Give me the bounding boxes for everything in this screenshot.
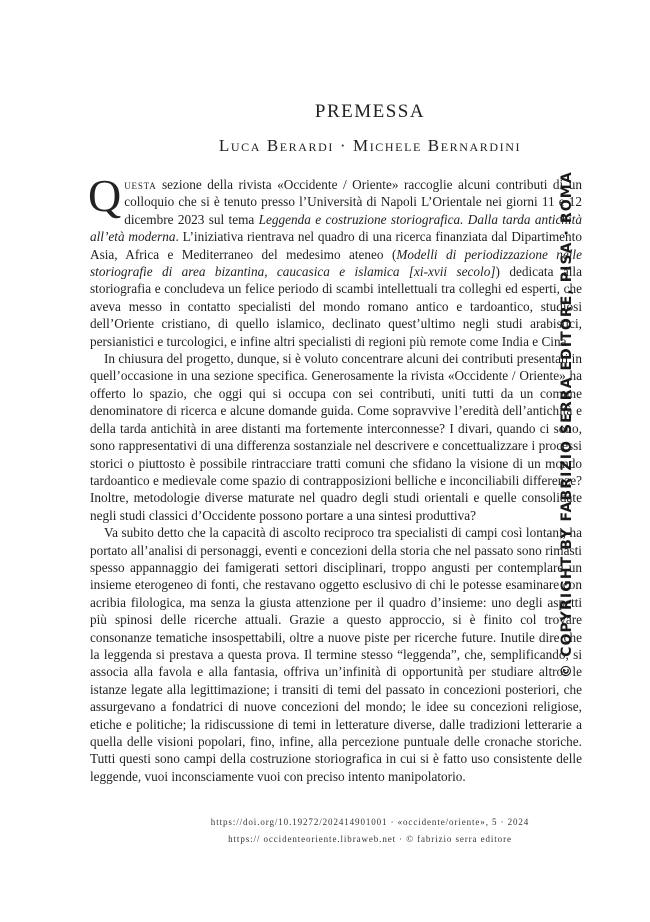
copyright-notice: © COPYRIGHT BY FABRIZIO SERRA EDITORE, PISA · ROMA [559,171,575,678]
doi-link[interactable]: https://doi.org/10.19272/202414901001 · «occidente/oriente», 5 · 2024 [210,817,530,827]
project-title: Modelli di periodizzazione nelle storiografie di area bizantina, caucasica e islamica [xi-xvii secolo] [90,246,582,280]
para1-text-c: ) dedicata alla storiografia e concludeva un felice periodo di scambi intellettuali tra colleghi ed esperti, che aveva messo in contatto specialisti del mondo romano antico e tardoantico, studiosi dell’Oriente cristiano, di quello islamico, declinato quest’ultimo negli studi arabistici, persianistici e turcologici, e infine altri specialisti di regioni più remote come India e Cina. [90,264,582,349]
authors-line: Luca Berardi · Michele Bernardini [218,136,522,155]
drop-cap: Q [88,170,122,221]
paragraph-3: Va subito detto che la capacità di ascolto reciproco tra specialisti di campi così lontani, ha portato all’analisi di personaggi, eventi e concezioni della storia che nel passato sono rimasti spesso appannaggio dei famigerati settori disciplinari, troppo angusti per contemplare un insieme eterogeneo di fonti, che restavano oggetto esclusivo di chi le potesse esaminare con acribia filologica, ma senza la giusta attenzione per il quadro d’insieme: uno degli aspetti più spinosi delle ricerche attuali. Grazie a questo approccio, si è finito col trovare consonanze tematiche insospettabili, oltre a nuove piste per ricerche future. Inutile dire che la leggenda si prestava a questa prova. Il termine stesso “leggenda”, che, semplificando, si associa alla favola e alla fantasia, offriva un’infinità di opportunità per studiare altro: le istanze legate alla legittimazione; i transiti di temi del passato in concezioni posteriori, che assurgevano a fondatrici di nuove concezioni del mondo; le idee su concezioni religiose, etiche e politiche; la ridiscussione di temi in letterature diverse, dalle tradizioni letterarie a quella delle visioni popolari, fino, infine, alla percezione puntuale delle cronache storiche. Tutti questi sono campi della costruzione storiografica in cui si è fatto uso consistente delle leggende, vuoi inconsciamente vuoi con preciso intento manipolatorio. [90,525,582,784]
paragraph-2: In chiusura del progetto, dunque, si è voluto concentrare alcuni dei contributi presentati in quell’occasione in una sezione specifica. Generosamente la rivista «Occidente / Oriente» ha offerto lo spazio, che oggi qui si occupa con sei contributi, uniti tutti da un comune denominatore di ricerca e alcune domande guida. Come sopravvive l’eredità dell’antichità e della tarda antichità in aree distanti ma fortemente interconnesse? I divari, quando ci sono, sono rappresentativi di una differenza sostanziale nel descrivere e concettualizzare i processi storici o piuttosto è possibile rintracciare tratti comuni che sfidano la visione di un mondo tardoantico e medievale come spazio di contrapposizioni belliche e inconciliabili differenze? Inoltre, metodologie diverse maturate nel quadro degli studi orientali e quelle consolidate negli studi classici d’Occidente possono portare a una sintesi produttiva? [90,351,582,523]
para1-text-a: sezione della rivista «Occidente / Oriente» raccoglie alcuni contributi di un colloquio che si è tenuto presso l’Università di Napoli L’Orientale nei giorni 11 e 12 dicembre 2023 sul tema [124,177,582,227]
paragraph-1 [88,170,582,350]
body-text [88,170,582,785]
conference-title: Leggenda e costruzione storiografica. Dalla tarda antichità all’età moderna [90,211,582,245]
page-title: PREMESSA [314,101,426,122]
para1-text-b: . L’iniziativa rientrava nel quadro di una ricerca finanziata dal Dipartimento Asia, Africa e Mediterraneo del medesimo ateneo ( [90,229,582,262]
lead-word: uesta [124,177,157,192]
website-link[interactable]: https:// occidenteoriente.libraweb.net · © fabrizio serra editore [228,834,512,844]
